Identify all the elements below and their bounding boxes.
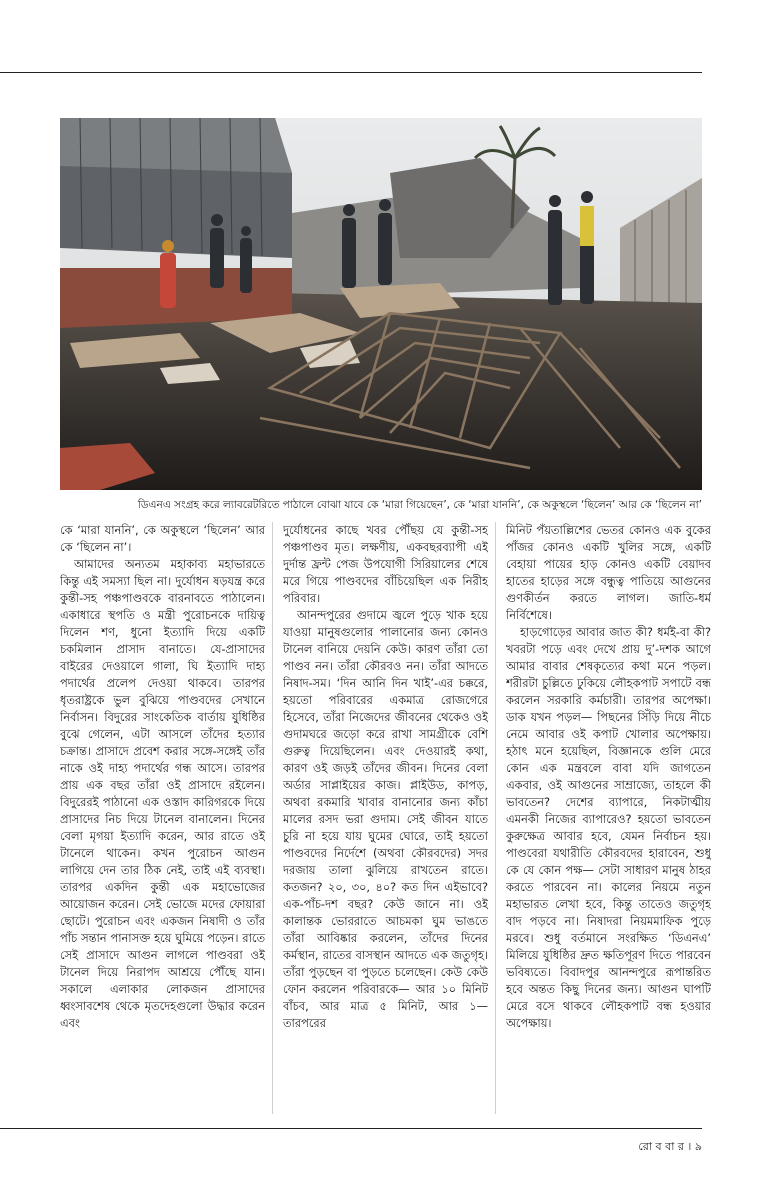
page-folio: রো ব বা র । ৯	[638, 1140, 702, 1153]
photo-caption: ডিএনএ সংগ্রহ করে ল্যাবরেটরিতে পাঠালে বোঝা যাবে কে ‘মারা গিয়েছেন’, কে ‘মারা যাননি’, কে অকুস্থলে ‘ছিলেন’ আর কে ‘ছিলেন না’	[137, 499, 702, 511]
bottom-rule	[0, 1128, 702, 1129]
paragraph: হাড়গোড়ের আবার জাত কী? ধর্মই-বা কী? খবরটা পড়ে এবং দেখে প্রায় দু’-দশক আগে আমার বাবার শেষকৃত্যের কথা মনে পড়ল। শরীরটা চুল্লিতে ঢুকিয়ে লৌহকপাট সপাটে বন্ধ করলেন সরকারি কর্মচারী। তারপর অপেক্ষা। ডাক যখন পড়ল— পিছনের সিঁড়ি দিয়ে নীচে নেমে আবার ওই কপাট খোলার অপেক্ষায়। হঠাৎ মনে হয়েছিল, বিজ্ঞানকে গুলি মেরে কোন এক মন্ত্রবলে বাবা যদি জাগতেন একবার, ওই আগুনের সাম্রাজ্যে, তাহলে কী ভাবতেন? দেশের ব্যাপারে, নিকটাত্মীয় এমনকী নিজের ব্যাপারেও? হয়তো ভাবতেন কুরুক্ষেত্র আবার হবে, যেমন নির্বাচন হয়। পাণ্ডবেরা যথারীতি কৌরবদের হারাবেন, শুধু কে যে কোন পক্ষ— সেটা সাধারণ মানুষ ঠাহর করতে পারবেন না। কালের নিয়মে নতুন মহাভারত লেখা হবে, কিন্তু তাতেও জতুগৃহ বাদ পড়বে না। নিষাদরা নিয়মমাফিক পুড়ে মরবে। শুধু বর্তমানে সংরক্ষিত ‘ডিএনএ’ মিলিয়ে যুধিষ্ঠির দ্রুত ক্ষতিপূরণ দিতে পারবেন ভবিষ্যতে। বিবাদপুর আনন্দপুরে রূপান্তরিত হবে অন্তত কিছু দিনের জন্য। আগুন ঘাপটি মেরে বসে থাকবে লৌহকপাট বন্ধ হওয়ার অপেক্ষায়।	[506, 625, 711, 1030]
top-rule	[0, 72, 702, 73]
column-divider	[272, 522, 273, 1114]
paragraph: দুর্যোধনের কাছে খবর পৌঁছয় যে কুন্তী-সহ পঞ্চপাণ্ডব মৃত। লক্ষণীয়, একবছরব্যাপী এই দুর্দান্ত ফ্রন্ট পেজ উপযোগী সিরিয়ালের শেষে মরে গিয়ে পাণ্ডবদের বাঁচিয়েছিল এক নিরীহ পরিবার।	[283, 523, 488, 605]
paragraph: কে ‘মারা যাননি’, কে অকুস্থলে ‘ছিলেন’ আর কে ‘ছিলেন না’।	[60, 523, 265, 554]
article-column-1	[60, 522, 265, 1112]
paragraph: মিনিট পঁয়তাল্লিশের ভেতর কোনও এক বুকের পাঁজর কোনও একটি খুলির সঙ্গে, একটি বেহায়া পায়ের হাড় কোনও একটি বেয়াদব হাতের হাড়ের সঙ্গে বন্ধুত্ব পাতিয়ে আগুনের গুণকীর্তন করতে লাগল। জাতি-ধর্ম নির্বিশেষে।	[506, 523, 711, 622]
news-photo	[60, 118, 702, 490]
fire-aftermath-illustration	[60, 118, 702, 490]
article-column-2	[283, 522, 488, 1112]
paragraph: আনন্দপুরের গুদামে জ্বলে পুড়ে খাক হয়ে যাওয়া মানুষগুলোর পালানোর জন্য কোনও টানেল বানিয়ে দেয়নি কেউ। কারণ তাঁরা তো পাণ্ডব নন। তাঁরা কৌরবও নন। তাঁরা আদতে নিষাদ-সম। ‘দিন আনি দিন খাই’-এর চক্করে, হয়তো পরিবারের একমাত্র রোজগেরে হিসেবে, তাঁরা নিজেদের জীবনের থেকেও ওই গুদামঘরে জড়ো করে রাখা সামগ্রীকে বেশি গুরুত্ব দিয়েছিলেন। এবং দেওয়ারই কথা, কারণ ওই জড়ই তাঁদের জীবন। দিনের বেলা অর্ডার সাপ্লাইয়ের কাজ। প্লাইউড, কাপড়, অথবা রকমারি খাবার বানানোর জন্য কাঁচা মালের রসদ ভরা গুদাম। সেই জীবন যাতে চুরি না হয়ে যায় ঘুমের ঘোরে, তাই হয়তো পাণ্ডবদের নির্দেশে (অথবা কৌরবদের) সদর দরজায় তালা ঝুলিয়ে রাখতেন রাতে। কতজন? ২০, ৩০, ৪০? কত দিন এইভাবে? এক-পাঁচ-দশ বছর? কেউ জানে না। ওই কালান্তক ভোররাতে আচমকা ঘুম ভাঙতে তাঁরা আবিষ্কার করলেন, তাঁদের দিনের কর্মস্থান, রাতের বাসস্থান আদতে এক জতুগৃহ। তাঁরা পুড়ছেন বা পুড়তে চলেছেন। কেউ কেউ ফোন করলেন পরিবারকে— আর ১০ মিনিট বাঁচব, আর মাত্র ৫ মিনিট, আর ১— তারপরের	[283, 608, 488, 1030]
article-column-3	[506, 522, 711, 1112]
column-divider	[495, 522, 496, 1114]
paragraph: আমাদের অন্যতম মহাকাব্য মহাভারতে কিন্তু এই সমস্যা ছিল না। দুর্যোধন ষড়যন্ত্র করে কুন্তী-সহ পঞ্চপাণ্ডবকে বারনাবতে পাঠালেন। একাধারে স্থপতি ও মন্ত্রী পুরোচনকে দায়িত্ব দিলেন শণ, ধুনো ইত্যাদি দিয়ে একটি চকমিলান প্রাসাদ বানাতে। যে-প্রাসাদের বাইরের দেওয়ালে গালা, ঘি ইত্যাদি দাহ্য পদার্থের প্রলেপ দেওয়া থাকবে। তারপর ধৃতরাষ্ট্রকে ভুল বুঝিয়ে পাণ্ডবদের সেখানে নির্বাসন। বিদুরের সাংকেতিক বার্তায় যুধিষ্ঠির বুঝে গেলেন, এটা আসলে তাঁদের হত্যার চক্রান্ত। প্রাসাদে প্রবেশ করার সঙ্গে-সঙ্গেই তাঁর নাকে ওই দাহ্য পদার্থের গন্ধ আসে। তারপর প্রায় এক বছর তাঁরা ওই প্রাসাদে রইলেন। বিদুরেরই পাঠানো এক ওস্তাদ কারিগরকে দিয়ে প্রাসাদের নিচ দিয়ে টানেল বানালেন। দিনের বেলা মৃগয়া ইত্যাদি করেন, আর রাতে ওই টানেলে থাকেন। কখন পুরোচন আগুন লাগিয়ে দেন তার ঠিক নেই, তাই এই ব্যবস্থা। তারপর একদিন কুন্তী এক মহাভোজের আয়োজন করেন। সেই ভোজে মদের ফোয়ারা ছোটে। পুরোচন এবং একজন নিষাদী ও তাঁর পাঁচ সন্তান পানাসক্ত হয়ে ঘুমিয়ে পড়েন। রাতে সেই প্রাসাদে আগুন লাগলে পাণ্ডবরা ওই টানেল দিয়ে নিরাপদ আশ্রয়ে পৌঁছে যান। সকালে এলাকার লোকজন প্রাসাদের ধ্বংসাবশেষ থেকে মৃতদেহগুলো উদ্ধার করেন এবং	[60, 557, 265, 1030]
